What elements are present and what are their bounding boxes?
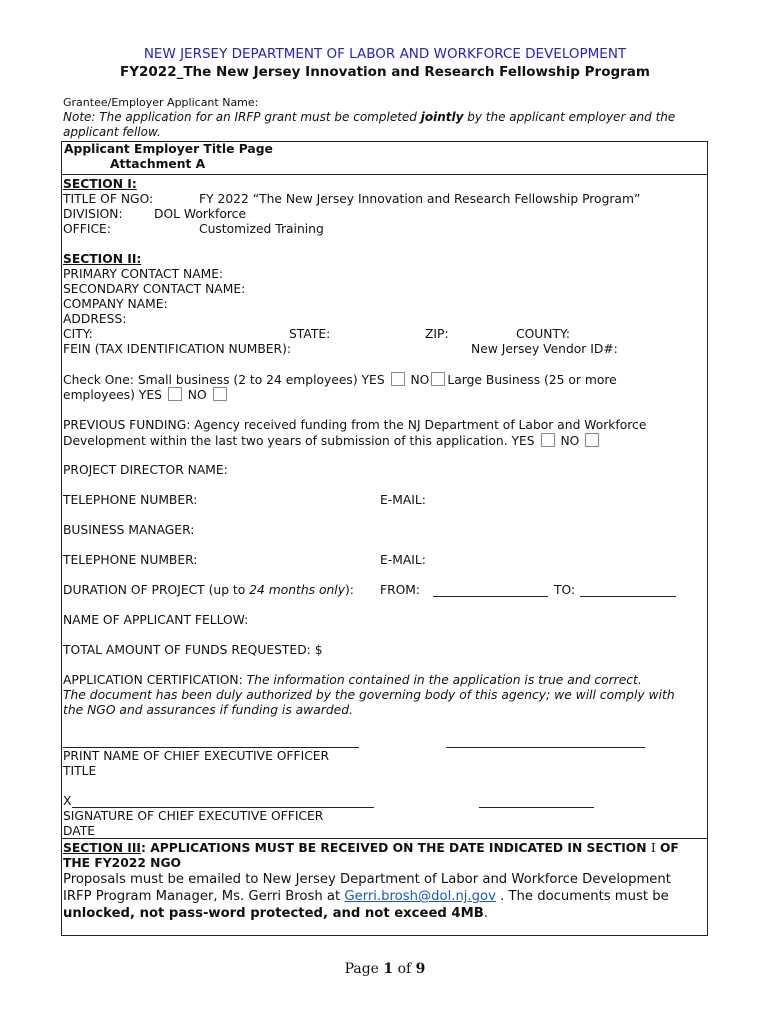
applicant-name-label: Grantee/Employer Applicant Name: bbox=[63, 96, 259, 109]
signature-x-mark: X bbox=[63, 794, 72, 808]
section3-body-line-1: Proposals must be emailed to New Jersey Department of Labor and Workforce Development bbox=[63, 872, 671, 887]
fein-label: FEIN (TAX IDENTIFICATION NUMBER): bbox=[63, 342, 292, 356]
section3-heading-line-2: THE FY2022 NGO bbox=[63, 856, 182, 870]
signature-line[interactable] bbox=[72, 807, 374, 808]
division-label: DIVISION: bbox=[63, 207, 123, 221]
office-label: OFFICE: bbox=[63, 222, 111, 236]
project-director-label: PROJECT DIRECTOR NAME: bbox=[63, 463, 228, 477]
to-label: TO: bbox=[554, 583, 576, 597]
section3-body-line-3: unlocked, not pass-word protected, and not exceed 4MB. bbox=[63, 906, 488, 921]
large-business-yes-checkbox[interactable] bbox=[168, 387, 182, 401]
certification-line-2: The document has been duly authorized by the governing body of this agency; we will comply with bbox=[63, 688, 675, 702]
attachment-heading: Attachment A bbox=[110, 157, 206, 171]
ngo-value: FY 2022 “The New Jersey Innovation and Research Fellowship Program” bbox=[199, 192, 641, 206]
print-name-line[interactable] bbox=[63, 747, 359, 748]
applicant-fellow-label: NAME OF APPLICANT FELLOW: bbox=[63, 613, 249, 627]
previous-funding-yes-checkbox[interactable] bbox=[541, 433, 555, 447]
signature-label: SIGNATURE OF CHIEF EXECUTIVE OFFICER bbox=[63, 809, 324, 823]
business-manager-label: BUSINESS MANAGER: bbox=[63, 523, 195, 537]
address-label: ADDRESS: bbox=[63, 312, 127, 326]
date-label: DATE bbox=[63, 824, 95, 838]
title-divider bbox=[61, 174, 708, 175]
office-value: Customized Training bbox=[199, 222, 324, 236]
department-title: NEW JERSEY DEPARTMENT OF LABOR AND WORKFORCE DEVELOPMENT bbox=[143, 46, 627, 62]
from-line[interactable] bbox=[433, 596, 548, 597]
company-name-label: COMPANY NAME: bbox=[63, 297, 168, 311]
certification-line-1: APPLICATION CERTIFICATION: The information contained in the application is true and correct. bbox=[63, 673, 642, 687]
previous-funding-no-checkbox[interactable] bbox=[585, 433, 599, 447]
title-label: TITLE bbox=[63, 764, 97, 778]
title-line[interactable] bbox=[446, 747, 645, 748]
state-label: STATE: bbox=[289, 327, 331, 341]
small-business-no-checkbox[interactable] bbox=[431, 372, 445, 386]
date-line[interactable] bbox=[479, 807, 594, 808]
section1-heading: SECTION I: bbox=[63, 177, 137, 191]
to-line[interactable] bbox=[580, 596, 676, 597]
secondary-contact-label: SECONDARY CONTACT NAME: bbox=[63, 282, 246, 296]
previous-funding-line-1: PREVIOUS FUNDING: Agency received funding from the NJ Department of Labor and Workforce bbox=[63, 418, 647, 432]
from-label: FROM: bbox=[380, 583, 421, 597]
program-title: FY2022_The New Jersey Innovation and Research Fellowship Program bbox=[120, 64, 650, 80]
county-label: COUNTY: bbox=[516, 327, 570, 341]
business-size-line-2: employees) YES NO bbox=[63, 387, 229, 402]
print-name-label: PRINT NAME OF CHIEF EXECUTIVE OFFICER bbox=[63, 749, 330, 763]
small-business-yes-checkbox[interactable] bbox=[391, 372, 405, 386]
ngo-label: TITLE OF NGO: bbox=[63, 192, 154, 206]
previous-funding-line-2: Development within the last two years of submission of this application. YES NO bbox=[63, 433, 601, 448]
telephone-label-1: TELEPHONE NUMBER: bbox=[63, 493, 198, 507]
division-value: DOL Workforce bbox=[154, 207, 247, 221]
note-line-2: applicant fellow. bbox=[63, 125, 161, 139]
city-label: CITY: bbox=[63, 327, 93, 341]
page-number: Page 1 of 9 bbox=[344, 961, 426, 977]
section3-heading: SECTION III: APPLICATIONS MUST BE RECEIVED ON THE DATE INDICATED IN SECTION I OF bbox=[63, 841, 679, 855]
primary-contact-label: PRIMARY CONTACT NAME: bbox=[63, 267, 224, 281]
certification-line-3: the NGO and assurances if funding is awarded. bbox=[63, 703, 353, 717]
telephone-label-2: TELEPHONE NUMBER: bbox=[63, 553, 198, 567]
business-size-line-1: Check One: Small business (2 to 24 employees) YES NO Large Business (25 or more bbox=[63, 373, 617, 387]
total-funds-label: TOTAL AMOUNT OF FUNDS REQUESTED: $ bbox=[63, 643, 323, 657]
section3-divider bbox=[61, 838, 708, 839]
section2-heading: SECTION II: bbox=[63, 252, 142, 266]
email-label-2: E-MAIL: bbox=[380, 553, 426, 567]
vendor-id-label: New Jersey Vendor ID#: bbox=[471, 342, 618, 356]
email-label-1: E-MAIL: bbox=[380, 493, 426, 507]
duration-label: DURATION OF PROJECT (up to 24 months only): bbox=[63, 583, 354, 597]
manager-email-link[interactable]: Gerri.brosh@dol.nj.gov bbox=[344, 889, 496, 904]
note-line-1: Note: The application for an IRFP grant must be completed jointly by the applicant employer and the bbox=[63, 110, 676, 124]
title-page-heading: Applicant Employer Title Page bbox=[64, 142, 273, 156]
large-business-no-checkbox[interactable] bbox=[213, 387, 227, 401]
zip-label: ZIP: bbox=[425, 327, 449, 341]
section3-body-line-2: IRFP Program Manager, Ms. Gerri Brosh at Gerri.brosh@dol.nj.gov . The documents must be bbox=[63, 889, 669, 904]
